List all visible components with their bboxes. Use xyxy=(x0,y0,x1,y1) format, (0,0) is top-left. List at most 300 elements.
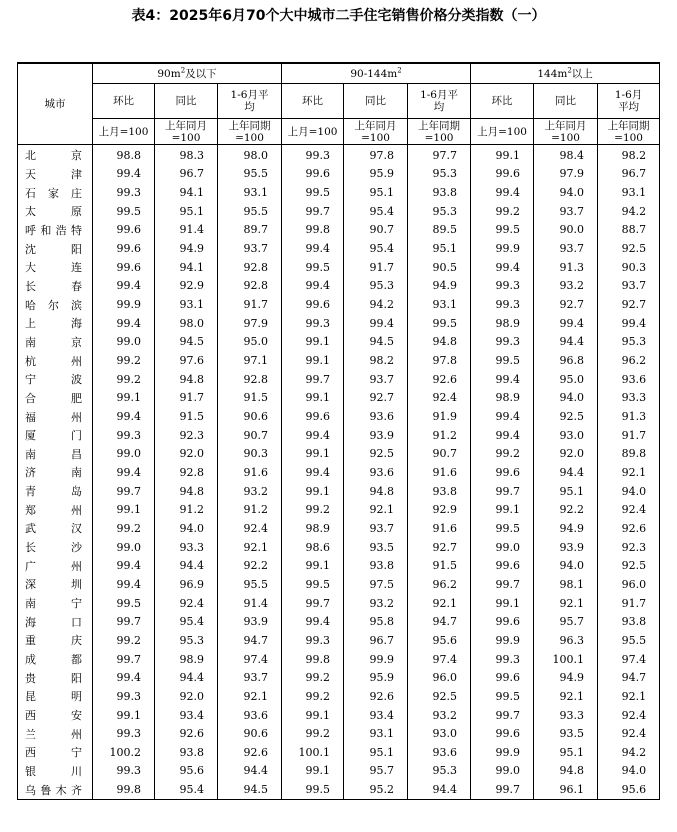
index-value: 94.0 xyxy=(534,389,598,408)
index-value: 93.4 xyxy=(344,706,408,725)
index-value: 99.4 xyxy=(282,277,344,296)
index-value: 93.1 xyxy=(344,724,408,743)
avg-header: 1-6月平均 xyxy=(408,84,471,119)
index-value: 99.4 xyxy=(471,426,534,445)
index-value: 95.8 xyxy=(344,612,408,631)
table-row xyxy=(18,519,660,538)
index-value: 94.4 xyxy=(534,333,598,352)
index-value: 94.0 xyxy=(598,482,660,501)
index-value: 98.4 xyxy=(534,145,598,165)
index-value: 99.5 xyxy=(282,575,344,594)
index-value: 94.7 xyxy=(408,612,471,631)
index-value: 90.6 xyxy=(218,724,282,743)
index-value: 92.8 xyxy=(218,277,282,296)
index-value: 93.9 xyxy=(218,612,282,631)
index-value: 92.1 xyxy=(218,538,282,557)
index-value: 92.4 xyxy=(218,519,282,538)
index-value: 99.4 xyxy=(471,407,534,426)
index-value: 99.1 xyxy=(471,500,534,519)
index-value: 96.2 xyxy=(598,351,660,370)
index-value: 99.6 xyxy=(471,165,534,184)
index-value: 93.2 xyxy=(218,482,282,501)
index-value: 99.6 xyxy=(471,463,534,482)
index-value: 100.2 xyxy=(93,743,155,762)
index-value: 95.6 xyxy=(155,762,218,781)
table-row xyxy=(18,389,660,408)
index-value: 99.6 xyxy=(282,407,344,426)
index-value: 99.3 xyxy=(93,687,155,706)
index-value: 92.4 xyxy=(408,389,471,408)
table-row xyxy=(18,668,660,687)
yoy-header: 同比 xyxy=(534,84,598,119)
index-value: 92.5 xyxy=(598,556,660,575)
index-value: 99.1 xyxy=(471,145,534,165)
index-value: 93.6 xyxy=(344,463,408,482)
index-value: 99.2 xyxy=(282,668,344,687)
index-value: 99.6 xyxy=(471,724,534,743)
index-value: 96.7 xyxy=(344,631,408,650)
index-value: 93.1 xyxy=(408,295,471,314)
index-value: 95.5 xyxy=(598,631,660,650)
index-value: 95.5 xyxy=(218,575,282,594)
index-value: 98.0 xyxy=(218,145,282,165)
index-value: 93.7 xyxy=(218,668,282,687)
index-value: 95.4 xyxy=(344,202,408,221)
index-value: 92.1 xyxy=(598,463,660,482)
index-value: 99.4 xyxy=(282,463,344,482)
base-avg-header: 上年同期=100 xyxy=(218,119,282,145)
table-body xyxy=(18,145,660,800)
index-value: 94.7 xyxy=(598,668,660,687)
index-value: 93.6 xyxy=(408,743,471,762)
index-value: 99.2 xyxy=(471,445,534,464)
city-name: 太原 xyxy=(18,202,93,221)
index-value: 90.0 xyxy=(534,221,598,240)
city-name: 深圳 xyxy=(18,575,93,594)
index-value: 93.7 xyxy=(344,519,408,538)
index-value: 99.4 xyxy=(282,612,344,631)
index-value: 99.2 xyxy=(93,370,155,389)
index-value: 99.5 xyxy=(93,202,155,221)
index-value: 94.5 xyxy=(344,333,408,352)
index-value: 97.9 xyxy=(534,165,598,184)
city-name: 昆明 xyxy=(18,687,93,706)
index-value: 99.1 xyxy=(282,445,344,464)
index-value: 95.5 xyxy=(218,202,282,221)
table-row xyxy=(18,445,660,464)
index-value: 99.2 xyxy=(93,631,155,650)
table-row xyxy=(18,407,660,426)
index-value: 93.3 xyxy=(534,706,598,725)
index-value: 99.1 xyxy=(93,706,155,725)
index-value: 99.6 xyxy=(93,258,155,277)
index-value: 99.7 xyxy=(282,370,344,389)
city-name: 西宁 xyxy=(18,743,93,762)
city-name: 银川 xyxy=(18,762,93,781)
index-value: 99.1 xyxy=(282,351,344,370)
index-value: 99.2 xyxy=(93,351,155,370)
index-value: 99.5 xyxy=(282,183,344,202)
index-value: 94.1 xyxy=(155,183,218,202)
index-value: 99.1 xyxy=(282,706,344,725)
mom-header: 环比 xyxy=(471,84,534,119)
index-value: 95.9 xyxy=(344,668,408,687)
index-value: 99.9 xyxy=(471,631,534,650)
index-value: 94.8 xyxy=(534,762,598,781)
avg-header: 1-6月平均 xyxy=(218,84,282,119)
index-value: 99.8 xyxy=(282,221,344,240)
index-value: 93.3 xyxy=(155,538,218,557)
city-name: 呼和浩特 xyxy=(18,221,93,240)
index-value: 99.4 xyxy=(93,314,155,333)
index-value: 93.7 xyxy=(344,370,408,389)
index-value: 93.5 xyxy=(534,724,598,743)
index-value: 91.3 xyxy=(534,258,598,277)
index-value: 95.6 xyxy=(408,631,471,650)
index-value: 91.7 xyxy=(344,258,408,277)
table-row xyxy=(18,258,660,277)
index-value: 99.2 xyxy=(471,202,534,221)
index-value: 99.7 xyxy=(93,482,155,501)
index-value: 92.1 xyxy=(598,687,660,706)
index-value: 95.7 xyxy=(344,762,408,781)
index-value: 95.5 xyxy=(218,165,282,184)
index-value: 93.7 xyxy=(534,239,598,258)
index-value: 99.8 xyxy=(93,780,155,799)
index-value: 92.9 xyxy=(408,500,471,519)
index-value: 91.7 xyxy=(598,426,660,445)
index-value: 91.5 xyxy=(408,556,471,575)
index-value: 94.8 xyxy=(155,482,218,501)
index-value: 89.5 xyxy=(408,221,471,240)
index-value: 99.3 xyxy=(471,295,534,314)
index-value: 96.9 xyxy=(155,575,218,594)
index-value: 91.7 xyxy=(218,295,282,314)
base-mom-header: 上月=100 xyxy=(471,119,534,145)
index-value: 94.0 xyxy=(534,556,598,575)
city-name: 成都 xyxy=(18,650,93,669)
table-row xyxy=(18,277,660,296)
index-value: 93.5 xyxy=(344,538,408,557)
index-value: 92.5 xyxy=(598,239,660,258)
city-name: 贵阳 xyxy=(18,668,93,687)
city-name: 杭州 xyxy=(18,351,93,370)
index-value: 90.3 xyxy=(598,258,660,277)
city-name: 郑州 xyxy=(18,500,93,519)
index-value: 91.5 xyxy=(155,407,218,426)
index-value: 92.6 xyxy=(598,519,660,538)
index-value: 99.4 xyxy=(471,183,534,202)
table-row xyxy=(18,183,660,202)
index-value: 92.0 xyxy=(534,445,598,464)
index-value: 97.5 xyxy=(344,575,408,594)
mom-header: 环比 xyxy=(282,84,344,119)
index-value: 94.0 xyxy=(155,519,218,538)
index-value: 99.9 xyxy=(471,239,534,258)
city-name: 福州 xyxy=(18,407,93,426)
index-value: 95.0 xyxy=(218,333,282,352)
city-name: 广州 xyxy=(18,556,93,575)
index-value: 93.7 xyxy=(534,202,598,221)
index-value: 92.6 xyxy=(408,370,471,389)
index-value: 99.0 xyxy=(471,538,534,557)
index-value: 99.2 xyxy=(282,500,344,519)
index-value: 95.3 xyxy=(598,333,660,352)
table-row xyxy=(18,631,660,650)
index-value: 94.9 xyxy=(408,277,471,296)
index-value: 99.5 xyxy=(471,351,534,370)
city-name: 济南 xyxy=(18,463,93,482)
index-value: 94.4 xyxy=(408,780,471,799)
index-value: 91.4 xyxy=(155,221,218,240)
city-name: 宁波 xyxy=(18,370,93,389)
index-value: 97.4 xyxy=(408,650,471,669)
index-value: 99.6 xyxy=(282,295,344,314)
index-value: 91.9 xyxy=(408,407,471,426)
index-value: 99.6 xyxy=(471,668,534,687)
index-value: 96.2 xyxy=(408,575,471,594)
table-row xyxy=(18,239,660,258)
table-row xyxy=(18,762,660,781)
table-row xyxy=(18,314,660,333)
index-value: 99.5 xyxy=(282,258,344,277)
index-value: 93.8 xyxy=(408,183,471,202)
index-value: 90.6 xyxy=(218,407,282,426)
city-name: 长春 xyxy=(18,277,93,296)
city-name: 南京 xyxy=(18,333,93,352)
index-value: 90.7 xyxy=(344,221,408,240)
index-value: 94.4 xyxy=(534,463,598,482)
index-value: 99.4 xyxy=(93,165,155,184)
group-header-small: $90m^2$及以下 xyxy=(93,63,282,84)
index-value: 93.8 xyxy=(344,556,408,575)
mom-header: 环比 xyxy=(93,84,155,119)
index-value: 96.0 xyxy=(598,575,660,594)
city-name: 兰州 xyxy=(18,724,93,743)
index-value: 93.1 xyxy=(598,183,660,202)
index-value: 91.6 xyxy=(408,519,471,538)
table-row xyxy=(18,370,660,389)
index-value: 91.2 xyxy=(155,500,218,519)
city-name: 武汉 xyxy=(18,519,93,538)
index-value: 99.4 xyxy=(534,314,598,333)
index-value: 99.3 xyxy=(471,333,534,352)
table-row xyxy=(18,724,660,743)
index-value: 96.3 xyxy=(534,631,598,650)
index-value: 95.1 xyxy=(408,239,471,258)
index-value: 92.4 xyxy=(155,594,218,613)
index-value: 94.9 xyxy=(155,239,218,258)
index-value: 97.9 xyxy=(218,314,282,333)
index-value: 99.1 xyxy=(93,389,155,408)
index-value: 92.6 xyxy=(218,743,282,762)
index-value: 99.6 xyxy=(471,556,534,575)
base-mom-header: 上月=100 xyxy=(282,119,344,145)
city-name: 青岛 xyxy=(18,482,93,501)
index-value: 99.1 xyxy=(282,762,344,781)
index-value: 93.3 xyxy=(598,389,660,408)
index-value: 91.7 xyxy=(598,594,660,613)
index-value: 97.7 xyxy=(408,145,471,165)
index-value: 95.1 xyxy=(344,183,408,202)
table-row xyxy=(18,556,660,575)
index-value: 92.5 xyxy=(344,445,408,464)
index-value: 93.1 xyxy=(155,295,218,314)
base-avg-header: 上年同期=100 xyxy=(598,119,660,145)
index-value: 95.3 xyxy=(408,202,471,221)
index-value: 99.3 xyxy=(93,426,155,445)
index-value: 92.6 xyxy=(344,687,408,706)
index-value: 89.7 xyxy=(218,221,282,240)
index-value: 92.1 xyxy=(408,594,471,613)
index-value: 95.4 xyxy=(155,780,218,799)
table-row xyxy=(18,482,660,501)
index-value: 95.3 xyxy=(408,762,471,781)
index-value: 98.3 xyxy=(155,145,218,165)
index-value: 91.7 xyxy=(155,389,218,408)
index-value: 94.2 xyxy=(598,743,660,762)
index-value: 92.1 xyxy=(218,687,282,706)
index-value: 99.5 xyxy=(471,687,534,706)
index-value: 99.4 xyxy=(93,575,155,594)
index-value: 94.2 xyxy=(598,202,660,221)
city-name: 北京 xyxy=(18,145,93,165)
index-value: 91.2 xyxy=(408,426,471,445)
index-value: 99.9 xyxy=(93,295,155,314)
table-row xyxy=(18,650,660,669)
index-value: 99.8 xyxy=(282,650,344,669)
index-value: 94.8 xyxy=(408,333,471,352)
index-value: 99.5 xyxy=(282,780,344,799)
table-row xyxy=(18,145,660,165)
index-value: 99.0 xyxy=(471,762,534,781)
index-value: 99.3 xyxy=(282,314,344,333)
city-name: 大连 xyxy=(18,258,93,277)
index-value: 95.1 xyxy=(344,743,408,762)
index-value: 93.4 xyxy=(155,706,218,725)
index-value: 95.1 xyxy=(155,202,218,221)
index-value: 99.2 xyxy=(282,687,344,706)
index-value: 95.4 xyxy=(155,612,218,631)
index-value: 93.7 xyxy=(218,239,282,258)
index-value: 94.8 xyxy=(155,370,218,389)
index-value: 95.7 xyxy=(534,612,598,631)
index-value: 94.8 xyxy=(344,482,408,501)
index-value: 99.0 xyxy=(93,538,155,557)
base-mom-header: 上月=100 xyxy=(93,119,155,145)
index-value: 95.4 xyxy=(344,239,408,258)
index-value: 96.8 xyxy=(534,351,598,370)
index-value: 92.3 xyxy=(598,538,660,557)
city-name: 厦门 xyxy=(18,426,93,445)
index-value: 92.0 xyxy=(155,445,218,464)
index-value: 93.6 xyxy=(218,706,282,725)
index-value: 99.6 xyxy=(93,239,155,258)
index-value: 97.8 xyxy=(408,351,471,370)
index-value: 94.9 xyxy=(534,668,598,687)
index-value: 95.2 xyxy=(344,780,408,799)
index-value: 99.1 xyxy=(93,500,155,519)
index-value: 99.4 xyxy=(93,556,155,575)
index-value: 99.9 xyxy=(344,650,408,669)
index-value: 98.8 xyxy=(93,145,155,165)
table-row xyxy=(18,575,660,594)
index-value: 92.5 xyxy=(534,407,598,426)
index-value: 99.6 xyxy=(282,165,344,184)
index-value: 99.3 xyxy=(471,277,534,296)
index-value: 98.0 xyxy=(155,314,218,333)
index-value: 91.5 xyxy=(218,389,282,408)
index-value: 94.0 xyxy=(534,183,598,202)
index-value: 99.3 xyxy=(282,145,344,165)
table-row xyxy=(18,463,660,482)
table-row xyxy=(18,612,660,631)
index-value: 99.3 xyxy=(471,650,534,669)
index-value: 89.8 xyxy=(598,445,660,464)
index-value: 95.9 xyxy=(344,165,408,184)
index-value: 91.6 xyxy=(408,463,471,482)
index-value: 92.9 xyxy=(155,277,218,296)
index-value: 93.2 xyxy=(534,277,598,296)
index-value: 96.7 xyxy=(155,165,218,184)
index-value: 99.7 xyxy=(471,706,534,725)
index-value: 94.0 xyxy=(598,762,660,781)
index-value: 97.4 xyxy=(218,650,282,669)
index-value: 99.7 xyxy=(93,612,155,631)
index-value: 99.3 xyxy=(93,724,155,743)
index-value: 99.7 xyxy=(282,202,344,221)
index-value: 95.1 xyxy=(534,743,598,762)
index-value: 94.4 xyxy=(218,762,282,781)
index-value: 95.0 xyxy=(534,370,598,389)
index-value: 92.0 xyxy=(155,687,218,706)
table-row xyxy=(18,687,660,706)
index-value: 91.4 xyxy=(218,594,282,613)
index-value: 99.5 xyxy=(93,594,155,613)
base-yoy-header: 上年同月=100 xyxy=(155,119,218,145)
index-value: 94.1 xyxy=(155,258,218,277)
index-value: 99.1 xyxy=(282,333,344,352)
index-value: 92.2 xyxy=(218,556,282,575)
index-value: 99.7 xyxy=(471,780,534,799)
index-value: 92.2 xyxy=(534,500,598,519)
index-value: 93.8 xyxy=(408,482,471,501)
city-name: 石家庄 xyxy=(18,183,93,202)
city-name: 西安 xyxy=(18,706,93,725)
index-value: 91.2 xyxy=(218,500,282,519)
city-name: 上海 xyxy=(18,314,93,333)
index-value: 92.1 xyxy=(534,687,598,706)
index-value: 99.4 xyxy=(598,314,660,333)
index-value: 99.3 xyxy=(93,183,155,202)
index-value: 92.5 xyxy=(408,687,471,706)
yoy-header: 同比 xyxy=(155,84,218,119)
table-row xyxy=(18,780,660,799)
index-value: 99.4 xyxy=(93,277,155,296)
index-value: 99.7 xyxy=(471,575,534,594)
index-value: 99.0 xyxy=(93,333,155,352)
index-value: 95.6 xyxy=(598,780,660,799)
index-value: 99.6 xyxy=(471,612,534,631)
index-value: 94.7 xyxy=(218,631,282,650)
index-value: 90.7 xyxy=(218,426,282,445)
price-index-table xyxy=(17,62,660,800)
base-yoy-header: 上年同月=100 xyxy=(344,119,408,145)
table-row xyxy=(18,221,660,240)
index-value: 92.1 xyxy=(534,594,598,613)
index-value: 100.1 xyxy=(534,650,598,669)
index-value: 92.7 xyxy=(408,538,471,557)
